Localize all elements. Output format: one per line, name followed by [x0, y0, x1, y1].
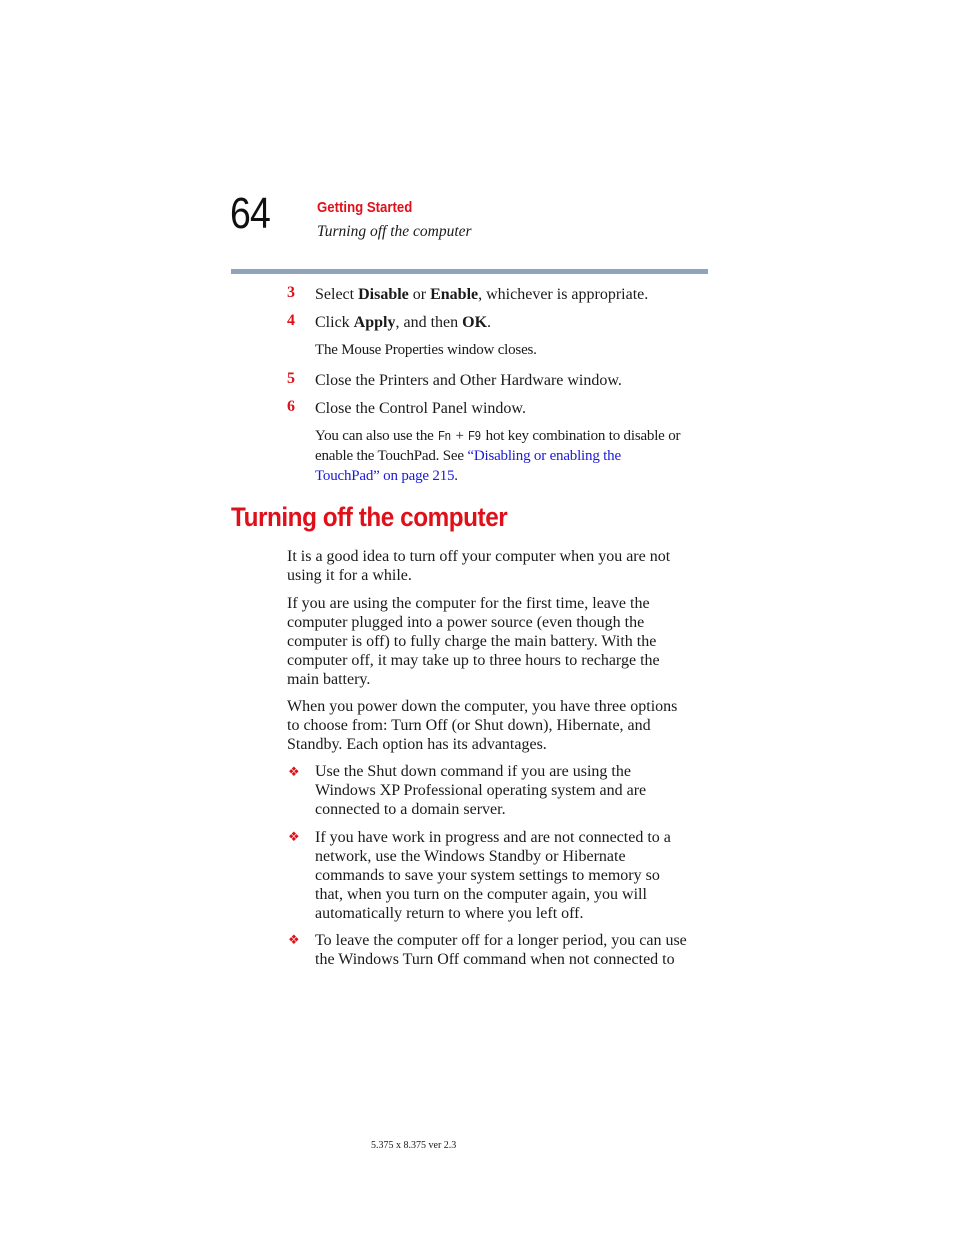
hotkey-note: You can also use the Fn + F9 hot key combination to disable or enable the TouchPad. See “Disabling or enabling the TouchPad” on page 215.	[315, 428, 681, 484]
step-number: 6	[287, 398, 295, 415]
step-number: 3	[287, 284, 295, 301]
paragraph: It is a good idea to turn off your computer when you are not using it for a while.	[287, 548, 671, 584]
bullet-item: To leave the computer off for a longer period, you can use the Windows Turn Off command when not connected to	[315, 932, 687, 968]
page-number: 64	[230, 189, 270, 238]
bullet-icon: ❖	[288, 932, 300, 947]
touchpad-link-cont[interactable]: TouchPad” on page 215	[315, 468, 455, 484]
step-number: 4	[287, 312, 295, 329]
bullet-icon: ❖	[288, 829, 300, 844]
step-note: The Mouse Properties window closes.	[315, 342, 537, 358]
touchpad-link[interactable]: “Disabling or enabling the	[467, 448, 621, 464]
f9-key: F9	[468, 428, 482, 443]
bullet-icon: ❖	[288, 764, 300, 779]
footer-version: 5.375 x 8.375 ver 2.3	[371, 1140, 457, 1151]
step-text: Close the Control Panel window.	[315, 400, 526, 417]
section-subtitle: Turning off the computer	[317, 223, 472, 240]
paragraph: If you are using the computer for the first time, leave the computer plugged into a power source (even though the computer is off) to fully charge the main battery. With the computer off, it may take up to three hours to recharge the main battery.	[287, 595, 660, 688]
bullet-item: Use the Shut down command if you are using the Windows XP Professional operating system and are connected to a domain server.	[315, 763, 647, 818]
fn-key: Fn	[438, 428, 451, 443]
chapter-title: Getting Started	[317, 199, 413, 216]
step-text: Close the Printers and Other Hardware window.	[315, 372, 622, 389]
bullet-item: If you have work in progress and are not connected to a network, use the Windows Standby or Hibernate commands to save your system settings to memory so that, when you turn on the computer again, you will automatically return to where you left off.	[315, 829, 671, 922]
step-text: Click Apply, and then OK.	[315, 314, 492, 331]
header-rule	[231, 269, 708, 274]
paragraph: When you power down the computer, you have three options to choose from: Turn Off (or Shut down), Hibernate, and Standby. Each option has its advantages.	[287, 698, 678, 753]
step-number: 5	[287, 370, 295, 387]
section-heading: Turning off the computer	[231, 502, 508, 532]
step-text: Select Disable or Enable, whichever is appropriate.	[315, 286, 649, 303]
